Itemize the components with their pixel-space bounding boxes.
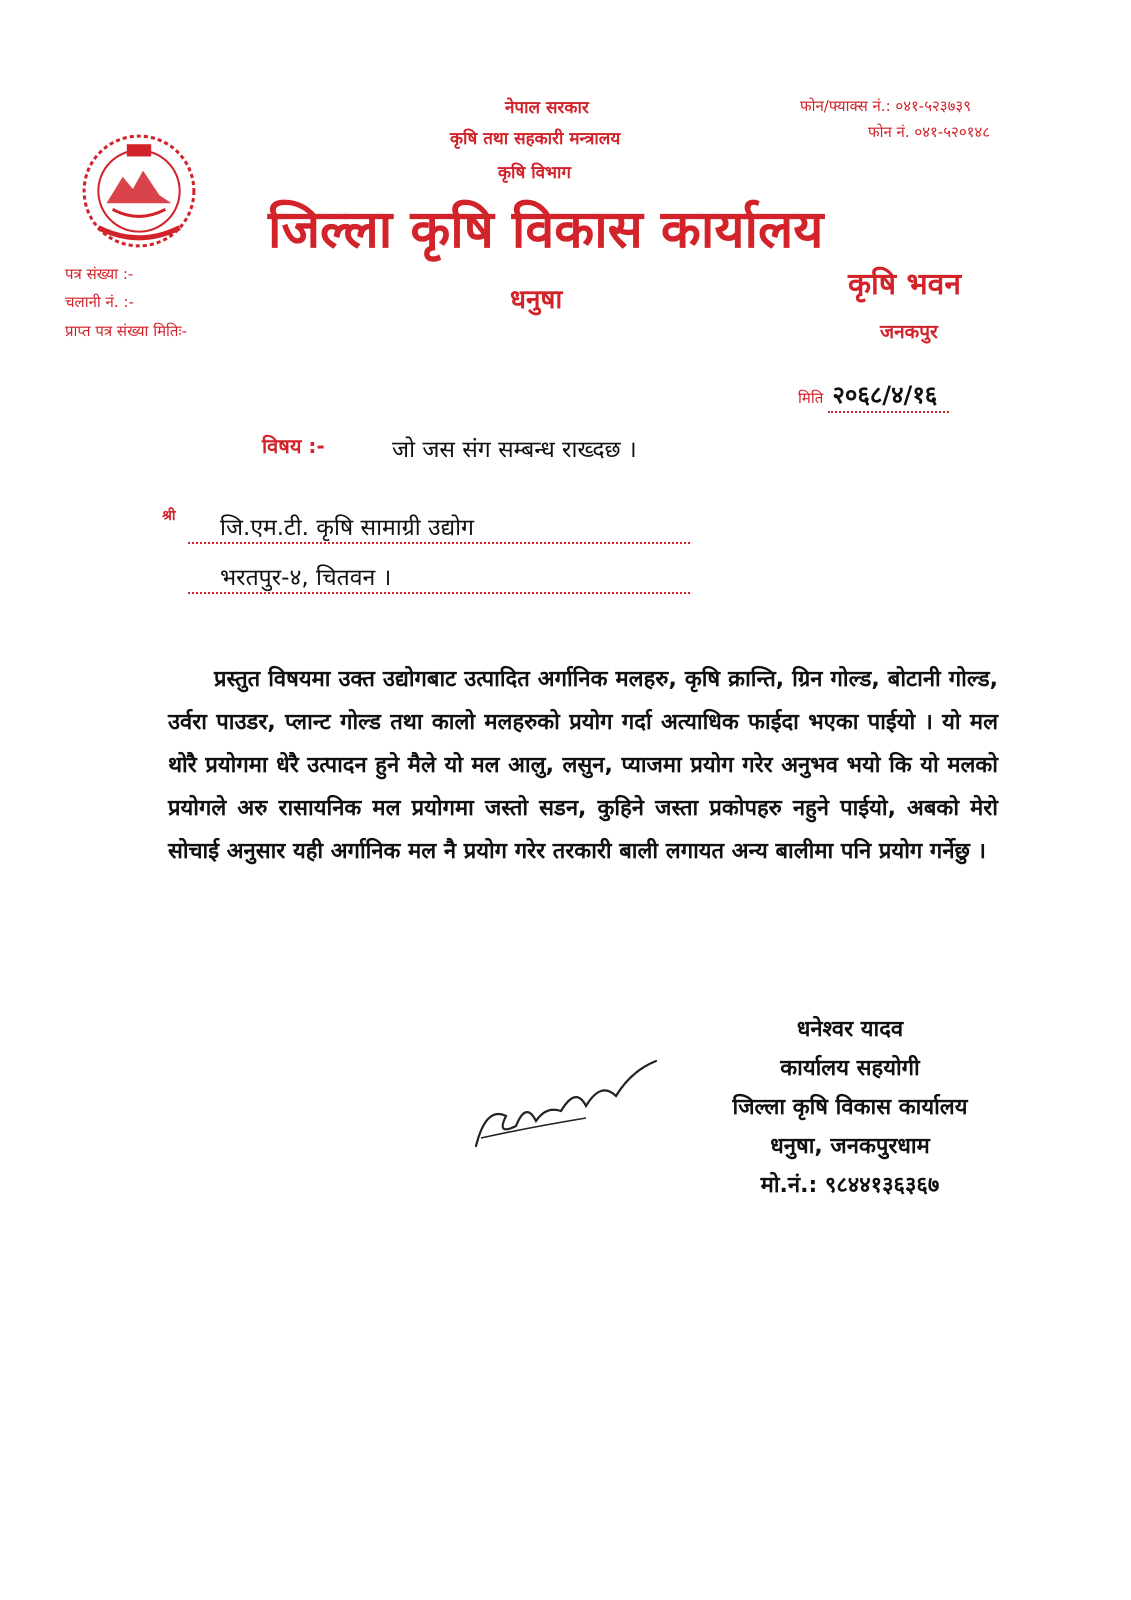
signatory-name: धनेश्वर यादव	[796, 1017, 904, 1042]
recipient-prefix: श्री	[162, 508, 176, 524]
phone-fax: फोन/फ्याक्स नं.: ०४१-५२३७३९	[800, 97, 972, 115]
dispatch-number-label: चलानी नं. :-	[65, 293, 134, 311]
signatory-position: कार्यालय सहयोगी	[780, 1056, 920, 1081]
letter-number-label: पत्र संख्या :-	[65, 265, 134, 283]
city-name: जनकपुर	[880, 321, 938, 343]
subject-label: विषय :-	[262, 434, 325, 458]
phone-number: फोन नं. ०४१-५२०१४८	[868, 123, 991, 141]
received-date-label: प्राप्त पत्र संख्या मितिः-	[65, 322, 187, 340]
district-name: धनुषा	[510, 285, 563, 315]
gov-line-department: कृषि विभाग	[498, 163, 571, 183]
signatory-mobile: मो.नं.: ९८४४१३६३६७	[760, 1173, 940, 1198]
letter-body: प्रस्तुत विषयमा उक्त उद्योगबाट उत्पादित अर्गानिक मलहरु, कृषि क्रान्ति, ग्रिन गोल्ड, बोटानी गोल्ड, उर्वरा पाउडर, प्लान्ट गोल्ड तथा कालो मलहरुको प्रयोग गर्दा अत्याधिक फाईदा भएका पाईयो । यो मल थोरै प्रयोगमा धेरै उत्पादन हुने मैले यो मल आलु, लसुन, प्याजमा प्रयोग गरेर अनुभव भयो कि यो मलको प्रयोगले अरु रासायनिक मल प्रयोगमा जस्तो सडन, कुहिने जस्ता प्रकोपहरु नहुने पाईयो, अबको मेरो सोचाई अनुसार यही अर्गानिक मल नै प्रयोग गरेर तरकारी बाली लगायत अन्य बालीमा पनि प्रयोग गर्नेछु ।	[168, 667, 998, 864]
nepal-emblem-icon	[78, 130, 200, 252]
date-label: मिति	[798, 389, 824, 407]
gov-line-ministry: कृषि तथा सहकारी मन्त्रालय	[450, 129, 621, 149]
signature-icon	[466, 1046, 666, 1156]
building-name: कृषि भवन	[848, 267, 962, 302]
recipient-line-2: भरतपुर-४, चितवन ।	[188, 560, 690, 594]
gov-line-nepal-government: नेपाल सरकार	[505, 98, 589, 118]
office-title: जिल्ला कृषि विकास कार्यालय	[268, 200, 824, 260]
signatory-office: जिल्ला कृषि विकास कार्यालय	[732, 1095, 968, 1120]
recipient-line-1: जि.एम.टी. कृषि सामाग्री उद्योग	[188, 510, 690, 544]
signatory-block	[690, 1010, 1010, 1205]
signatory-location: धनुषा, जनकपुरधाम	[770, 1134, 930, 1159]
date-row	[798, 378, 949, 411]
date-value: २०६८/४/१६	[828, 381, 949, 413]
subject-text: जो जस संग सम्बन्ध राख्दछ ।	[392, 437, 637, 463]
